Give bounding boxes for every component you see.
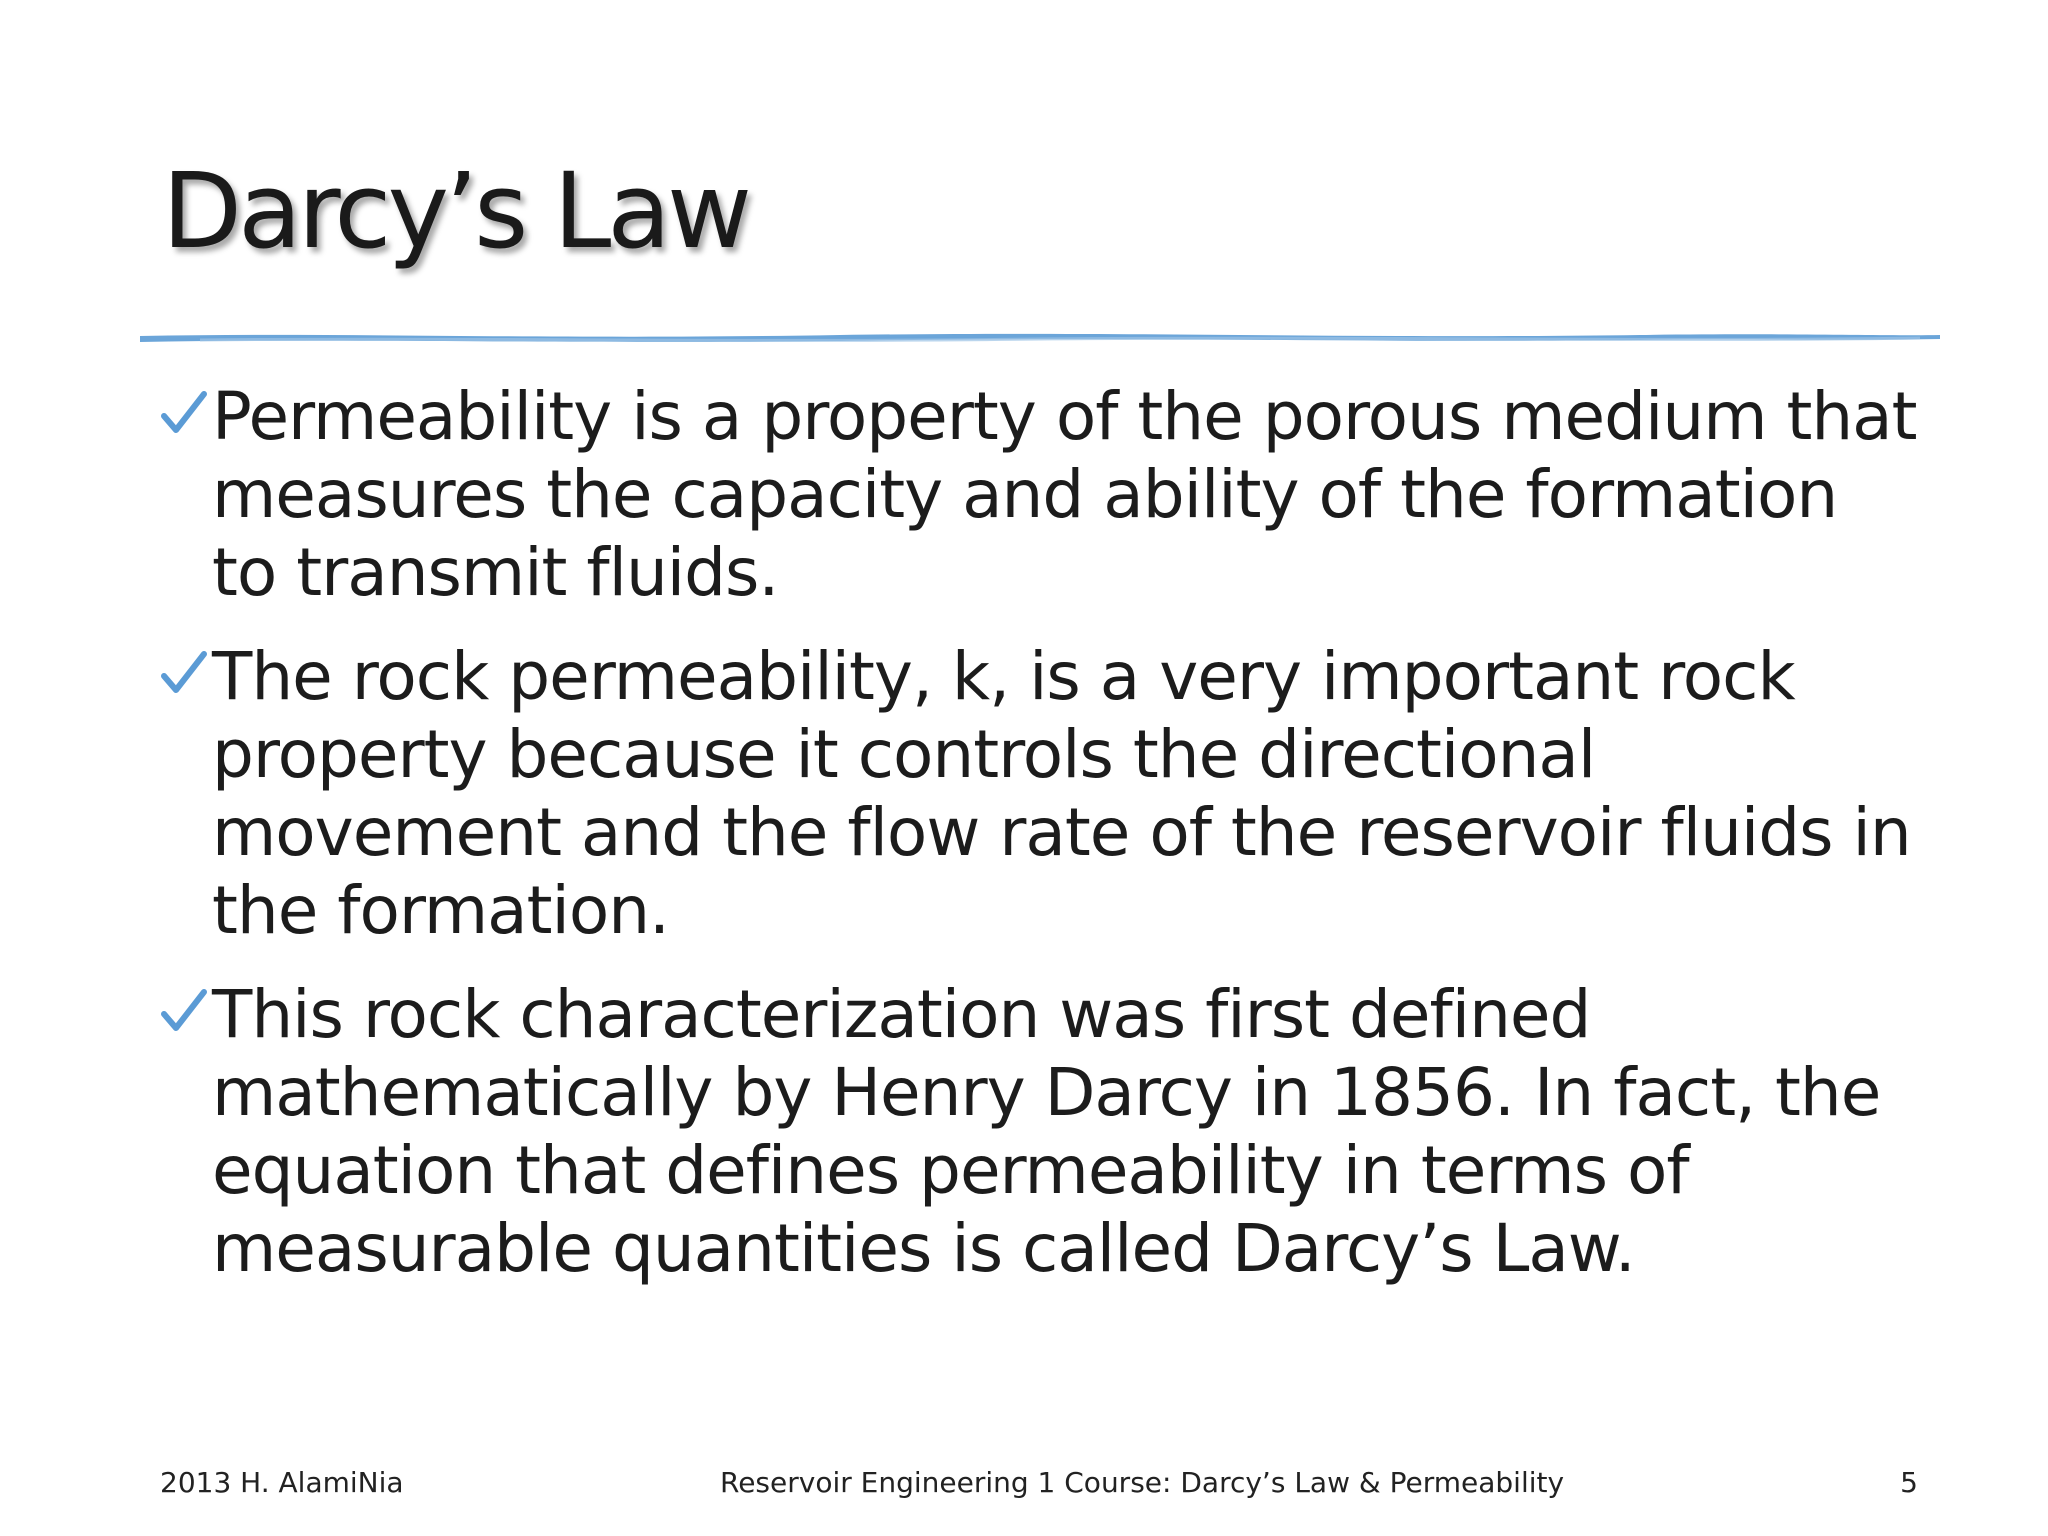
checkmark-icon: [158, 388, 210, 440]
bullet-text: The rock permeability, k, is a very important rock property because it controls the directional movement and the flow rate of the reservoir fluids in the formation.: [212, 638, 1911, 949]
bullet-item: [160, 378, 1920, 612]
bullet-text: This rock characterization was first defined mathematically by Henry Darcy in 1856. In fact, the equation that defines permeability in terms of measurable quantities is called Darcy’s Law.: [212, 976, 1881, 1287]
bullet-list: [160, 378, 1920, 1314]
bullet-text: Permeability is a property of the porous medium that measures the capacity and ability of the formation to transmit fluids.: [212, 378, 1917, 611]
footer-course-title: Reservoir Engineering 1 Course: Darcy’s Law & Permeability: [720, 1466, 1565, 1499]
checkmark-icon: [158, 986, 210, 1038]
slide-title: Darcy’s Law: [162, 150, 749, 272]
title-underline: [140, 326, 1940, 350]
footer-author: 2013 H. AlamiNia: [160, 1466, 404, 1499]
bullet-item: [160, 638, 1920, 950]
page-number: 5: [1900, 1466, 1918, 1499]
checkmark-icon: [158, 648, 210, 700]
bullet-item: [160, 976, 1920, 1288]
